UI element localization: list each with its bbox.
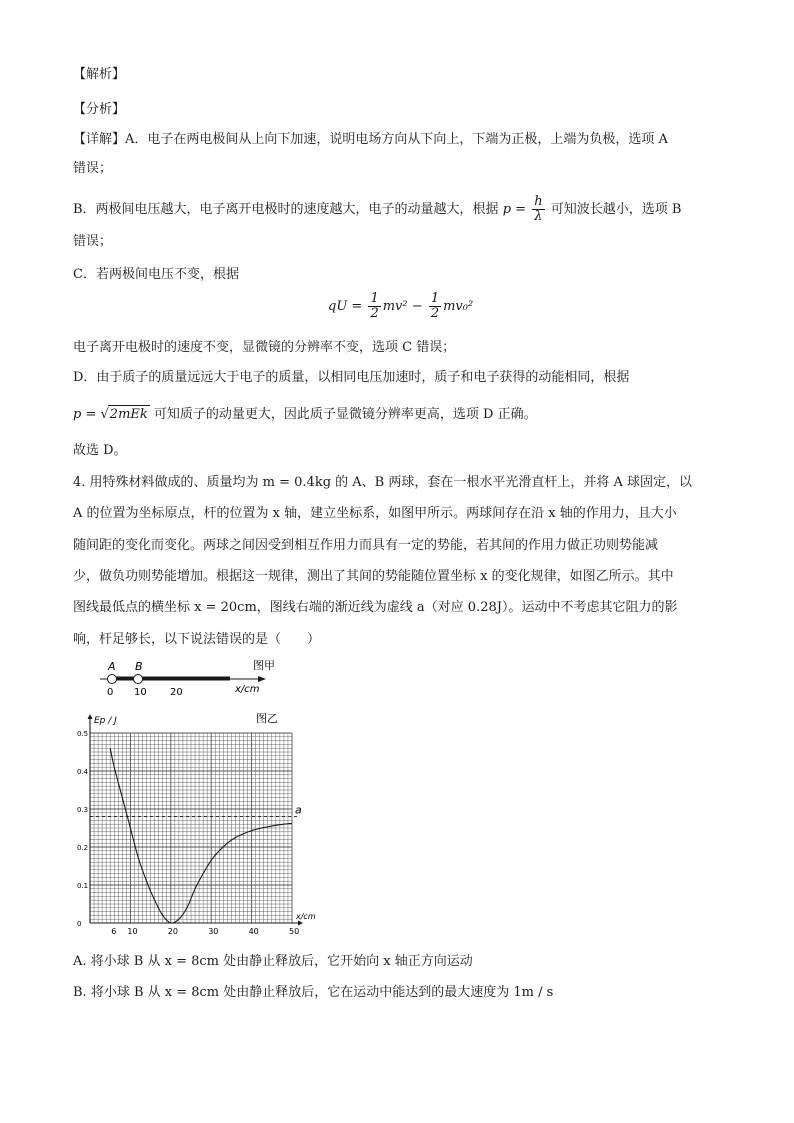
x-tick-label: 30 — [208, 927, 219, 936]
figure-a-tick-0: 0 — [107, 687, 114, 698]
formula-half-1 — [368, 292, 380, 321]
formula-minus: − — [411, 299, 423, 314]
formula-half-1-den: 2 — [370, 306, 379, 321]
detail-a-line2: 错误； — [73, 161, 113, 176]
chart-ylabel: Ep / J — [94, 716, 117, 726]
ball-b — [134, 675, 143, 684]
y-tick-label: 0.1 — [77, 882, 89, 890]
formula-mv2: mv² — [382, 299, 408, 314]
question-line4: 少，做负功则势能增加。根据这一规律，测出了其间的势能随位置坐标 x 的变化规律，如图乙所示。其中 — [73, 569, 674, 584]
formula-qu-lhs: qU = — [328, 299, 363, 314]
figure-a-axis-label: x/cm — [235, 684, 260, 695]
x-tick-label: 40 — [248, 927, 259, 936]
formula-p-sqrt-lhs: p = — [73, 407, 97, 422]
x-tick-label: 10 — [127, 927, 138, 936]
question-line6: 响，杆足够长，以下说法错误的是（ ） — [73, 632, 321, 647]
question-line5: 图线最低点的横坐标 x = 20cm，图线右端的渐近线为虚线 a（对应 0.28J）。运动中不考虑其它阻力的影 — [73, 600, 678, 615]
heading-jiexi: 【解析】 — [73, 67, 126, 82]
formula-half-2-num: 1 — [430, 291, 440, 306]
asymptote-label: a — [295, 803, 302, 817]
detail-c-line2: 电子离开电极时的速度不变，显微镜的分辨率不变，选项 C 错误； — [73, 340, 456, 355]
formula-qu — [328, 292, 473, 321]
option-a: A. 将小球 B 从 x = 8cm 处由静止释放后，它开始向 x 轴正方向运动 — [73, 954, 473, 969]
formula-mv0-2: mv₀² — [443, 299, 474, 314]
label-b: B — [135, 660, 143, 673]
formula-sqrt-2mek: 2mEk — [109, 407, 148, 422]
detail-d-line2 — [73, 405, 537, 424]
x-tick-label: 20 — [167, 927, 178, 936]
x-tick-label: 6 — [111, 927, 117, 936]
option-b: B. 将小球 B 从 x = 8cm 处由静止释放后，它在运动中能达到的最大速度为 1m / s — [73, 985, 554, 1000]
figure-a-tick-20: 20 — [170, 687, 183, 698]
figure-a — [90, 655, 310, 700]
detail-a-line1: 【详解】A．电子在两电极间从上向下加速，说明电场方向从下向上，下端为正极，上端为负极，选项 A — [73, 132, 668, 147]
detail-d-text-post: 可知质子的动量更大，因此质子显微镜分辨率更高，选项 D 正确。 — [153, 407, 537, 422]
figure-b-chart — [70, 705, 330, 945]
formula-half-1-num: 1 — [370, 291, 379, 306]
answer-line: 故选 D。 — [73, 443, 127, 458]
formula-half-2 — [429, 292, 441, 321]
question-line2: A 的位置为坐标原点，杆的位置为 x 轴，建立坐标系，如图甲所示。两球间存在沿 x 轴的作用力，且大小 — [73, 506, 677, 521]
detail-b-text-pre: B．两极间电压越大，电子离开电极时的速度越大，电子的动量越大，根据 — [73, 202, 499, 217]
question-line1: 4. 用特殊材料做成的、质量均为 m = 0.4kg 的 A、B 两球，套在一根水平光滑直杆上，并将 A 球固定，以 — [73, 475, 693, 490]
formula-h-over-lambda — [532, 195, 544, 224]
detail-b-text-post: 可知波长越小，选项 B — [550, 202, 682, 217]
label-a: A — [108, 660, 116, 673]
sqrt-sign: √ — [100, 407, 109, 422]
formula-h: h — [534, 194, 543, 209]
y-tick-label: 0.2 — [77, 844, 89, 852]
heading-fenxi: 【分析】 — [73, 102, 126, 117]
figure-a-tick-10: 10 — [134, 687, 147, 698]
detail-c-line1: C．若两极间电压不变，根据 — [73, 267, 239, 282]
formula-half-2-den: 2 — [430, 306, 440, 321]
x-tick-label: 50 — [289, 927, 300, 936]
chart-caption: 图乙 — [256, 712, 278, 725]
formula-p-lhs: p = — [502, 202, 527, 217]
x-axis-arrow — [298, 921, 303, 926]
figure-a-arrow — [258, 676, 266, 682]
figure-a-caption: 图甲 — [253, 659, 275, 672]
y-tick-label: 0.3 — [77, 806, 89, 814]
y-tick-label: 0.4 — [77, 768, 89, 776]
detail-b-line1 — [73, 195, 681, 224]
detail-b-line2: 错误； — [73, 234, 113, 249]
chart-xlabel: x/cm — [296, 912, 316, 921]
y-axis-arrow — [88, 714, 93, 719]
y-tick-label: 0.5 — [77, 730, 89, 738]
formula-lambda: λ — [534, 209, 543, 224]
detail-d-line1: D．由于质子的质量远远大于电子的质量，以相同电压加速时，质子和电子获得的动能相同，根据 — [73, 370, 630, 385]
y-tick-label: 0 — [77, 920, 82, 928]
ball-a — [108, 675, 117, 684]
question-line3: 随间距的变化而变化。两球之间因受到相互作用力而具有一定的势能，若其间的作用力做正功则势能减 — [73, 538, 659, 553]
